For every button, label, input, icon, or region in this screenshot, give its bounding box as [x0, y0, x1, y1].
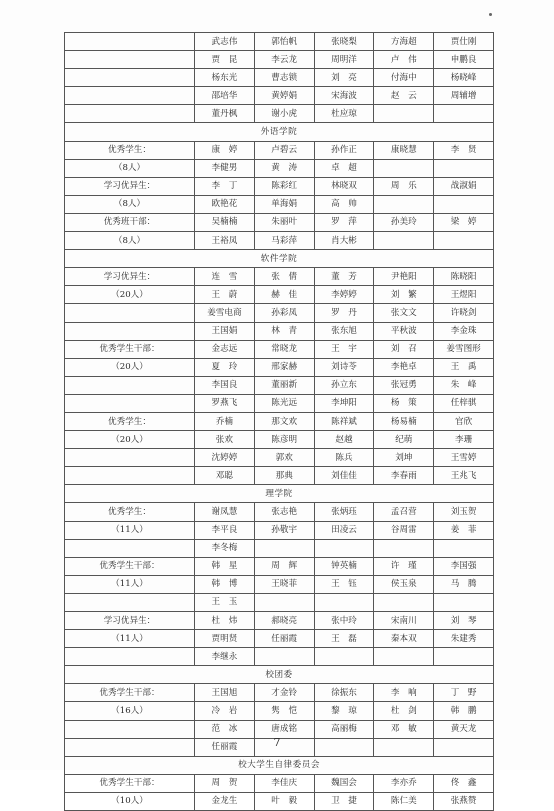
name-cell	[374, 539, 434, 557]
name-cell: 杨晓峰	[434, 69, 494, 87]
name-cell: 王兆飞	[434, 467, 494, 485]
table-row	[65, 467, 494, 485]
scan-dot	[489, 13, 492, 16]
name-cell: 赵越	[314, 431, 374, 449]
category-cell: 学习优异生：	[65, 612, 195, 630]
name-cell: 韩 博	[195, 575, 255, 593]
name-cell: 周辅增	[434, 87, 494, 105]
name-cell: 梁 婷	[434, 213, 494, 231]
name-cell: 金龙生	[195, 792, 255, 810]
name-cell: 付海中	[374, 69, 434, 87]
name-cell: 隽 恺	[254, 702, 314, 720]
name-cell: 张燕赞	[434, 792, 494, 810]
category-cell: （11人）	[65, 521, 195, 539]
name-cell: 罗燕飞	[195, 394, 255, 412]
name-cell: 杨易楠	[374, 412, 434, 430]
name-cell	[314, 539, 374, 557]
name-cell: 林 青	[254, 322, 314, 340]
name-cell: 杨 策	[374, 394, 434, 412]
name-cell: 常晓龙	[254, 340, 314, 358]
name-cell: 许晓剑	[434, 304, 494, 322]
name-cell: 李坤阳	[314, 394, 374, 412]
name-cell	[434, 232, 494, 250]
name-cell: 刘 琴	[434, 612, 494, 630]
table-row	[65, 268, 494, 286]
section-header-row	[65, 250, 494, 268]
name-cell: 康 婷	[195, 141, 255, 159]
name-cell: 杨东光	[195, 69, 255, 87]
name-cell: 田凌云	[314, 521, 374, 539]
name-cell: 刘 亮	[314, 69, 374, 87]
name-cell: 肖大彬	[314, 232, 374, 250]
category-cell: （8人）	[65, 232, 195, 250]
name-cell: 谷周雷	[374, 521, 434, 539]
name-cell: 沈婷婷	[195, 449, 255, 467]
category-cell: 优秀学生干部：	[65, 557, 195, 575]
name-cell: 张欢	[195, 431, 255, 449]
name-cell: 姜 菲	[434, 521, 494, 539]
name-cell: 卫 捷	[314, 792, 374, 810]
name-cell: 黄 涛	[254, 159, 314, 177]
name-cell	[374, 195, 434, 213]
section-title: 外语学院	[65, 123, 494, 141]
table-row	[65, 340, 494, 358]
roster-body	[65, 33, 494, 811]
name-cell: 李云龙	[254, 51, 314, 69]
name-cell: 单海娟	[254, 195, 314, 213]
name-cell: 那文欢	[254, 412, 314, 430]
name-cell: 贾明贤	[195, 630, 255, 648]
name-cell: 王国娟	[195, 322, 255, 340]
name-cell: 张志艳	[254, 503, 314, 521]
name-cell: 孙立东	[314, 376, 374, 394]
name-cell: 赫 佳	[254, 286, 314, 304]
name-cell: 李婷婷	[314, 286, 374, 304]
name-cell: 贾仕刚	[434, 33, 494, 51]
table-row	[65, 593, 494, 611]
name-cell: 李国强	[434, 557, 494, 575]
category-cell	[65, 394, 195, 412]
name-cell: 李佳庆	[254, 774, 314, 792]
name-cell	[434, 648, 494, 666]
name-cell: 张冠勇	[374, 376, 434, 394]
table-row	[65, 51, 494, 69]
table-row	[65, 358, 494, 376]
name-cell: 任丽霞	[195, 738, 255, 756]
name-cell: 王 禹	[434, 358, 494, 376]
name-cell: 高丽梅	[314, 720, 374, 738]
category-cell: （8人）	[65, 195, 195, 213]
name-cell: 陈彩红	[254, 177, 314, 195]
name-cell: 王雪婷	[434, 449, 494, 467]
name-cell: 陈仁美	[374, 792, 434, 810]
name-cell: 邓 敏	[374, 720, 434, 738]
name-cell: 刘 繁	[374, 286, 434, 304]
table-row	[65, 774, 494, 792]
name-cell: 李亦乔	[374, 774, 434, 792]
name-cell: 朱丽叶	[254, 213, 314, 231]
name-cell	[374, 159, 434, 177]
category-cell	[65, 33, 195, 51]
table-row	[65, 69, 494, 87]
category-cell: （11人）	[65, 575, 195, 593]
table-row	[65, 105, 494, 123]
name-cell: 李 响	[374, 684, 434, 702]
name-cell: 宋南川	[374, 612, 434, 630]
name-cell: 张文文	[374, 304, 434, 322]
category-cell	[65, 322, 195, 340]
name-cell: 陈晓阳	[434, 268, 494, 286]
table-row	[65, 232, 494, 250]
name-cell: 刘佳佳	[314, 467, 374, 485]
name-cell: 卢 伟	[374, 51, 434, 69]
name-cell: 任梓骐	[434, 394, 494, 412]
name-cell: 郝晓亮	[254, 612, 314, 630]
name-cell: 王 玉	[195, 593, 255, 611]
table-row	[65, 376, 494, 394]
name-cell: 连 雪	[195, 268, 255, 286]
name-cell: 张炳珏	[314, 503, 374, 521]
name-cell: 林晓双	[314, 177, 374, 195]
name-cell: 任丽霞	[254, 630, 314, 648]
section-title: 理学院	[65, 485, 494, 503]
section-title: 校大学生自律委员会	[65, 756, 494, 774]
name-cell: 李国良	[195, 376, 255, 394]
category-cell	[65, 87, 195, 105]
name-cell: 卓 超	[314, 159, 374, 177]
table-row	[65, 87, 494, 105]
name-cell: 刘坤	[374, 449, 434, 467]
name-cell: 王晓菲	[254, 575, 314, 593]
name-cell: 王 钰	[314, 575, 374, 593]
name-cell: 孟召营	[374, 503, 434, 521]
category-cell: （8人）	[65, 159, 195, 177]
name-cell	[434, 593, 494, 611]
name-cell: 邓聪	[195, 467, 255, 485]
name-cell: 朱建秀	[434, 630, 494, 648]
name-cell: 李艳卓	[374, 358, 434, 376]
table-row	[65, 449, 494, 467]
name-cell: 韩 星	[195, 557, 255, 575]
name-cell: 孙彩凤	[254, 304, 314, 322]
name-cell: 陈彦明	[254, 431, 314, 449]
table-row	[65, 539, 494, 557]
section-header-row	[65, 666, 494, 684]
name-cell: 官欣	[434, 412, 494, 430]
name-cell: 张东旭	[314, 322, 374, 340]
category-cell: 优秀学生干部：	[65, 684, 195, 702]
name-cell: 卢碧云	[254, 141, 314, 159]
name-cell: 范 冰	[195, 720, 255, 738]
name-cell	[314, 593, 374, 611]
name-cell	[434, 159, 494, 177]
table-row	[65, 684, 494, 702]
name-cell: 郭欢	[254, 449, 314, 467]
name-cell	[254, 648, 314, 666]
name-cell: 侯玉泉	[374, 575, 434, 593]
table-row	[65, 286, 494, 304]
name-cell: 曹志锁	[254, 69, 314, 87]
table-row	[65, 648, 494, 666]
name-cell: 王 宇	[314, 340, 374, 358]
page-number: 7	[273, 736, 281, 749]
name-cell: 唐成铭	[254, 720, 314, 738]
name-cell: 冷 岩	[195, 702, 255, 720]
category-cell: 优秀学生干部：	[65, 774, 195, 792]
name-cell: 吴楠楠	[195, 213, 255, 231]
table-row	[65, 195, 494, 213]
category-cell	[65, 648, 195, 666]
category-cell: （10人）	[65, 792, 195, 810]
name-cell: 孙敬宇	[254, 521, 314, 539]
table-row	[65, 159, 494, 177]
name-cell: 杜 炜	[195, 612, 255, 630]
name-cell: 平秋波	[374, 322, 434, 340]
name-cell: 那典	[254, 467, 314, 485]
name-cell: 欧艳花	[195, 195, 255, 213]
name-cell: 高 帅	[314, 195, 374, 213]
name-cell: 金志远	[195, 340, 255, 358]
name-cell: 王煜阳	[434, 286, 494, 304]
name-cell: 杜应琼	[314, 105, 374, 123]
name-cell: 罗 萍	[314, 213, 374, 231]
name-cell: 孙美玲	[374, 213, 434, 231]
name-cell: 佟 鑫	[434, 774, 494, 792]
category-cell	[65, 539, 195, 557]
name-cell: 刘诗苓	[314, 358, 374, 376]
name-cell: 张晓梨	[314, 33, 374, 51]
category-cell	[65, 69, 195, 87]
name-cell	[254, 593, 314, 611]
name-cell: 王 蔚	[195, 286, 255, 304]
name-cell	[434, 195, 494, 213]
name-cell: 李 贤	[434, 141, 494, 159]
category-cell: 优秀学生：	[65, 141, 195, 159]
name-cell: 杜 剑	[374, 702, 434, 720]
name-cell: 孙作正	[314, 141, 374, 159]
category-cell	[65, 105, 195, 123]
category-cell	[65, 467, 195, 485]
name-cell: 李珊	[434, 431, 494, 449]
name-cell: 贾 昆	[195, 51, 255, 69]
category-cell: 优秀班干部：	[65, 213, 195, 231]
name-cell: 姜雪图形	[434, 340, 494, 358]
name-cell: 康晓慧	[374, 141, 434, 159]
name-cell: 朱 峰	[434, 376, 494, 394]
category-cell: （20人）	[65, 286, 195, 304]
name-cell: 周 贺	[195, 774, 255, 792]
category-cell	[65, 304, 195, 322]
award-roster-table	[64, 32, 494, 811]
section-title: 软件学院	[65, 250, 494, 268]
name-cell: 纪萌	[374, 431, 434, 449]
table-row	[65, 177, 494, 195]
name-cell: 谢凤慧	[195, 503, 255, 521]
table-row	[65, 792, 494, 810]
category-cell: （16人）	[65, 702, 195, 720]
name-cell: 董 芳	[314, 268, 374, 286]
section-header-row	[65, 756, 494, 774]
name-cell: 王裕凤	[195, 232, 255, 250]
name-cell: 周明洋	[314, 51, 374, 69]
name-cell: 丁 野	[434, 684, 494, 702]
name-cell	[374, 232, 434, 250]
section-header-row	[65, 123, 494, 141]
table-row	[65, 431, 494, 449]
name-cell: 董丽新	[254, 376, 314, 394]
category-cell: 优秀学生干部：	[65, 340, 195, 358]
name-cell: 张中玲	[314, 612, 374, 630]
name-cell: 李健男	[195, 159, 255, 177]
table-row	[65, 304, 494, 322]
name-cell: 罗 丹	[314, 304, 374, 322]
name-cell: 宋海波	[314, 87, 374, 105]
table-row	[65, 213, 494, 231]
name-cell: 陈祥斌	[314, 412, 374, 430]
section-header-row	[65, 485, 494, 503]
table-row	[65, 521, 494, 539]
name-cell: 邵培华	[195, 87, 255, 105]
category-cell: 学习优异生：	[65, 268, 195, 286]
name-cell: 周 辉	[254, 557, 314, 575]
name-cell: 李春雨	[374, 467, 434, 485]
name-cell: 刘玉贺	[434, 503, 494, 521]
name-cell: 黄婷娟	[254, 87, 314, 105]
name-cell: 董丹枫	[195, 105, 255, 123]
table-row	[65, 322, 494, 340]
category-cell: （20人）	[65, 431, 195, 449]
name-cell: 周 乐	[374, 177, 434, 195]
name-cell: 王 磊	[314, 630, 374, 648]
table-row	[65, 557, 494, 575]
name-cell	[434, 539, 494, 557]
name-cell: 乔楠	[195, 412, 255, 430]
name-cell: 赵 云	[374, 87, 434, 105]
name-cell: 夏 玲	[195, 358, 255, 376]
name-cell	[374, 105, 434, 123]
name-cell: 郭怡帆	[254, 33, 314, 51]
section-title: 校团委	[65, 666, 494, 684]
table-row	[65, 394, 494, 412]
name-cell: 秦本双	[374, 630, 434, 648]
table-row	[65, 141, 494, 159]
category-cell: （20人）	[65, 358, 195, 376]
category-cell	[65, 51, 195, 69]
name-cell: 申鹏良	[434, 51, 494, 69]
name-cell: 李继永	[195, 648, 255, 666]
name-cell: 叶 毅	[254, 792, 314, 810]
name-cell: 李金珠	[434, 322, 494, 340]
name-cell: 陈兵	[314, 449, 374, 467]
name-cell	[374, 593, 434, 611]
table-row	[65, 503, 494, 521]
category-cell: （11人）	[65, 630, 195, 648]
table-row	[65, 412, 494, 430]
name-cell: 李 丁	[195, 177, 255, 195]
name-cell: 姜雪电商	[195, 304, 255, 322]
category-cell: 学习优异生：	[65, 177, 195, 195]
category-cell: 优秀学生：	[65, 412, 195, 430]
name-cell	[434, 105, 494, 123]
name-cell	[314, 648, 374, 666]
name-cell: 许 瑾	[374, 557, 434, 575]
name-cell: 张 倩	[254, 268, 314, 286]
name-cell: 陈光远	[254, 394, 314, 412]
name-cell: 方海超	[374, 33, 434, 51]
name-cell: 谢小虎	[254, 105, 314, 123]
name-cell: 马彩萍	[254, 232, 314, 250]
category-cell: 优秀学生：	[65, 503, 195, 521]
name-cell: 才金铃	[254, 684, 314, 702]
name-cell: 邢家赫	[254, 358, 314, 376]
name-cell	[254, 539, 314, 557]
name-cell: 韩 鹏	[434, 702, 494, 720]
name-cell: 战淑娟	[434, 177, 494, 195]
name-cell: 马 腾	[434, 575, 494, 593]
name-cell: 黄天龙	[434, 720, 494, 738]
name-cell: 刘 召	[374, 340, 434, 358]
name-cell: 尹艳阳	[374, 268, 434, 286]
category-cell	[65, 593, 195, 611]
category-cell	[65, 449, 195, 467]
table-row	[65, 630, 494, 648]
name-cell: 王国旭	[195, 684, 255, 702]
name-cell: 黎 琼	[314, 702, 374, 720]
table-row	[65, 612, 494, 630]
table-row	[65, 702, 494, 720]
name-cell: 武志伟	[195, 33, 255, 51]
name-cell: 魏国会	[314, 774, 374, 792]
name-cell: 李平良	[195, 521, 255, 539]
table-row	[65, 575, 494, 593]
table-row	[65, 33, 494, 51]
name-cell: 李冬梅	[195, 539, 255, 557]
name-cell	[374, 648, 434, 666]
category-cell	[65, 376, 195, 394]
name-cell: 钟英楠	[314, 557, 374, 575]
name-cell: 徐振东	[314, 684, 374, 702]
